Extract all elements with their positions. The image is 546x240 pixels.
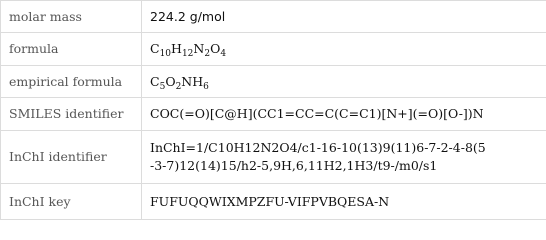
label-empirical-formula: empirical formula — [1, 65, 142, 97]
inchi-line: -3-7)12(14)15/h2-5,9H,6,11H2,1H3/t9-/m0/s1 — [150, 158, 438, 174]
row-inchi — [1, 130, 546, 184]
value-formula — [142, 33, 546, 65]
value-molar-mass: 224.2 g/mol — [142, 1, 546, 33]
value-empirical-formula — [142, 65, 546, 97]
label-inchi-key: InChI key — [1, 184, 142, 220]
inchi-line: InChI=1/C10H12N2O4/c1-16-10(13)9(11)6-7-2-4-8(5 — [150, 140, 486, 156]
label-molar-mass: molar mass — [1, 1, 142, 33]
formula-element: O — [210, 41, 221, 57]
formula-element: C — [150, 73, 160, 89]
formula-subscript: 6 — [203, 81, 209, 92]
row-inchi-key — [1, 184, 546, 220]
formula-element: N — [193, 41, 205, 57]
formula-element: H — [171, 41, 182, 57]
row-empirical-formula — [1, 65, 546, 97]
value-inchi — [142, 130, 546, 184]
formula-subscript: 2 — [204, 49, 211, 60]
value-smiles: COC(=O)[C@H](CC1=CC=C(C=C1)[N+](=O)[O-])N — [142, 98, 546, 130]
formula-subscript: 10 — [159, 49, 172, 60]
formula-subscript: 5 — [159, 81, 166, 92]
formula-element: NH — [181, 73, 204, 89]
label-formula: formula — [1, 33, 142, 65]
row-smiles — [1, 98, 546, 130]
formula-element: O — [165, 73, 176, 89]
label-inchi: InChI identifier — [1, 130, 142, 184]
row-molar-mass — [1, 1, 546, 33]
formula-subscript: 2 — [175, 81, 182, 92]
value-inchi-key: FUFUQQWIXMPZFU-VIFPVBQESA-N — [142, 184, 546, 220]
formula-subscript: 4 — [220, 49, 227, 60]
label-smiles: SMILES identifier — [1, 98, 142, 130]
row-formula — [1, 33, 546, 65]
formula-subscript: 12 — [181, 49, 194, 60]
formula-element: C — [150, 41, 160, 57]
